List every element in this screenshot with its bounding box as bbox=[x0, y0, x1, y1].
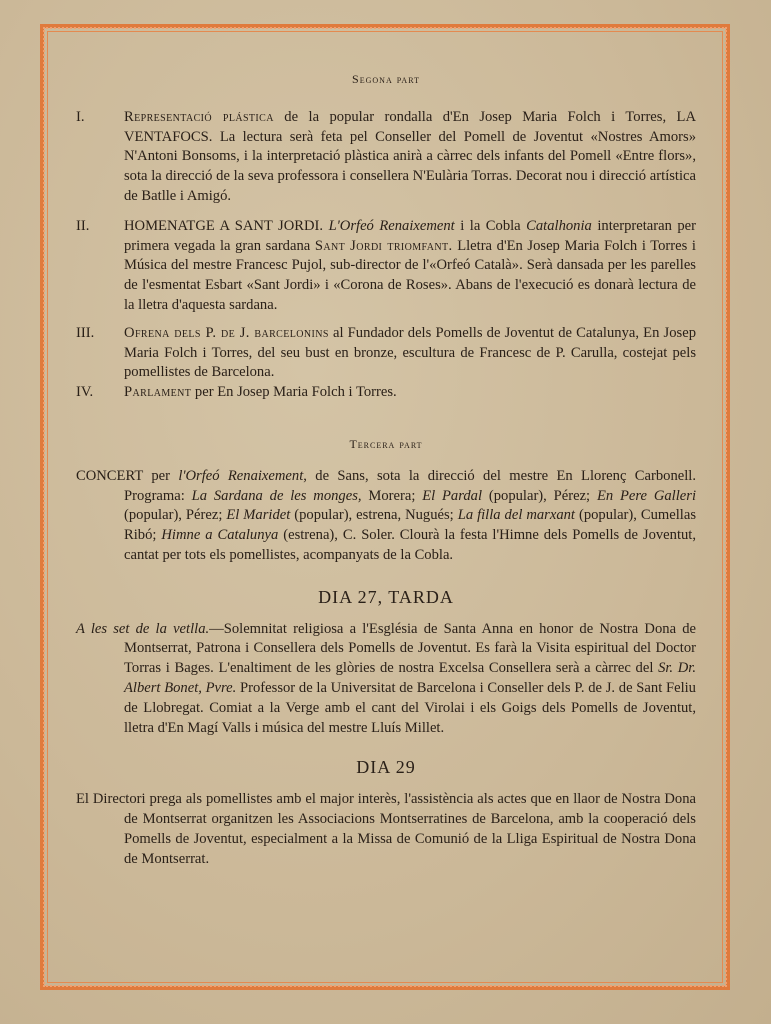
day-heading-29: DIA 29 bbox=[356, 757, 416, 778]
text-run-italic: El Maridet bbox=[226, 507, 291, 524]
item-body: Lletra d'En Josep Maria Folch i Torres i Música del mestre Francesc Pujol, sub-director de l'«Orfeó Català». Serà dansada per les parelles de l'esmentat Esbart «Sant Jordi» i «Corona de Roses». Abans de l'execució es donarà lectura de la lletra d'aquesta sardana. bbox=[124, 237, 696, 313]
section-heading-segona: Segona part bbox=[352, 72, 420, 86]
section-heading-tercera: Tercera part bbox=[349, 436, 423, 451]
text-run: (popular), estrena, Nugués; bbox=[290, 507, 458, 524]
text-run: CONCERT per bbox=[76, 467, 179, 484]
text-run-italic: El Pardal bbox=[422, 487, 483, 504]
item-text bbox=[124, 383, 696, 403]
text-run-italic: La Sardana de les monges, bbox=[191, 487, 362, 504]
item-italic: Catalhonia bbox=[526, 217, 592, 234]
text-run: (popular), Pérez; bbox=[124, 507, 227, 524]
item-text bbox=[124, 108, 696, 207]
text-run: , de Sans, sota la direcció del mestre En Llorenç Carbonell. Programa: bbox=[124, 467, 696, 504]
text-run-italic: Sr. Dr. Albert Bonet, Pvre. bbox=[124, 660, 696, 696]
text-run-italic: La filla del marxant bbox=[457, 507, 575, 524]
item-number: IV. bbox=[76, 384, 94, 401]
text-run: (estrena), C. Soler. Clourà la festa l'Himne dels Pomells de Joventut, cantat per tots els pomellistes, acompanyats de la Cobla. bbox=[124, 527, 696, 563]
item-lead: Ofrena dels P. de J. barcelonins bbox=[124, 324, 329, 341]
text-run-italic: En Pere Galleri bbox=[596, 487, 696, 504]
text-run: (popular), Cumellas Ribó; bbox=[124, 507, 696, 544]
text-run: Professor de la Universitat de Barcelona i Conseller dels P. de J. de Sant Feliu de Llobregat. Comiat a la Verge amb el cant del Virolai i els Goigs dels Pomells de Joventut, lletra d'En Magí Valls i música del mestre Lluís Millet. bbox=[124, 679, 696, 736]
item-body: al Fundador dels Pomells de Joventut de Catalunya, En Josep Maria Folch i Torres, del seu bust en bronze, escultura de Francesc de P. Carulla, costejat pels pomellistes de Barcelona. bbox=[124, 324, 696, 381]
text-run: El Directori prega als pomellistes amb el major interès, l'assistència als actes que en llaor de Nostra Dona de Montserrat organitzen les Associacions Montserratines de Barcelona, amb la cooperació dels Pomells de Joventut, especialment a la Missa de Comunió de la Lliga Espiritual de Nostra Dona de Montserrat. bbox=[76, 791, 696, 867]
item-body: de la popular rondalla d'En Josep Maria Folch i Torres, LA VENTAFOCS. La lectura serà feta pel Conseller del Pomell de Joventut «Nostres Amors» N'Antoni Bonsoms, i la interpretació plàstica anirà a càrrec dels infants del Pomell «Entre flors», sota la direcció de la seva professora i consellera N'Eulària Torras. Decorat nou i direcció artística de Batlle i Amigó. bbox=[124, 108, 697, 204]
item-body: i la Cobla bbox=[454, 217, 527, 234]
program-item-3 bbox=[76, 324, 696, 383]
text-run: —Solemnitat religiosa a l'Església de Santa Anna en honor de Nostra Dona de Montserrat, Patrona i Consellera dels Pomells de Joventut. Es farà la Visita espiritual del Doctor Torras i Bages. L'enaltiment de les glòries de nostra Excelsa Consellera serà a càrrec del bbox=[124, 620, 696, 677]
day-heading-27: DIA 27, TARDA bbox=[318, 586, 454, 607]
item-text bbox=[124, 324, 696, 383]
concert-paragraph bbox=[76, 467, 696, 566]
dia29-paragraph bbox=[76, 790, 696, 869]
text-run-italic: Himne a Catalunya bbox=[161, 527, 279, 544]
item-number: II. bbox=[76, 217, 90, 234]
program-item-4 bbox=[76, 383, 696, 403]
item-smallcaps: Sant Jordi triomfant. bbox=[314, 237, 453, 254]
item-lead: Parlament bbox=[124, 384, 192, 401]
item-body: per En Josep Maria Folch i Torres. bbox=[191, 384, 397, 401]
text-run-italic: l'Orfeó Renaixement bbox=[178, 467, 304, 484]
item-italic: L'Orfeó Renaixement bbox=[328, 217, 455, 234]
program-item-1 bbox=[76, 108, 696, 207]
text-run: (popular), Pérez; bbox=[482, 487, 597, 504]
item-text bbox=[124, 217, 696, 316]
item-number: III. bbox=[76, 324, 95, 341]
item-lead: Representació plástica bbox=[124, 108, 274, 125]
program-text bbox=[76, 70, 696, 869]
item-lead: HOMENATGE A SANT JORDI. bbox=[124, 217, 324, 234]
text-run-italic: A les set de la vetlla. bbox=[76, 620, 210, 637]
item-number: I. bbox=[76, 108, 85, 125]
dia27-paragraph bbox=[76, 620, 696, 739]
item-body: interpretaran per primera vegada la gran sardana bbox=[124, 217, 697, 254]
text-run: Morera; bbox=[361, 487, 423, 504]
program-item-2 bbox=[76, 217, 696, 316]
